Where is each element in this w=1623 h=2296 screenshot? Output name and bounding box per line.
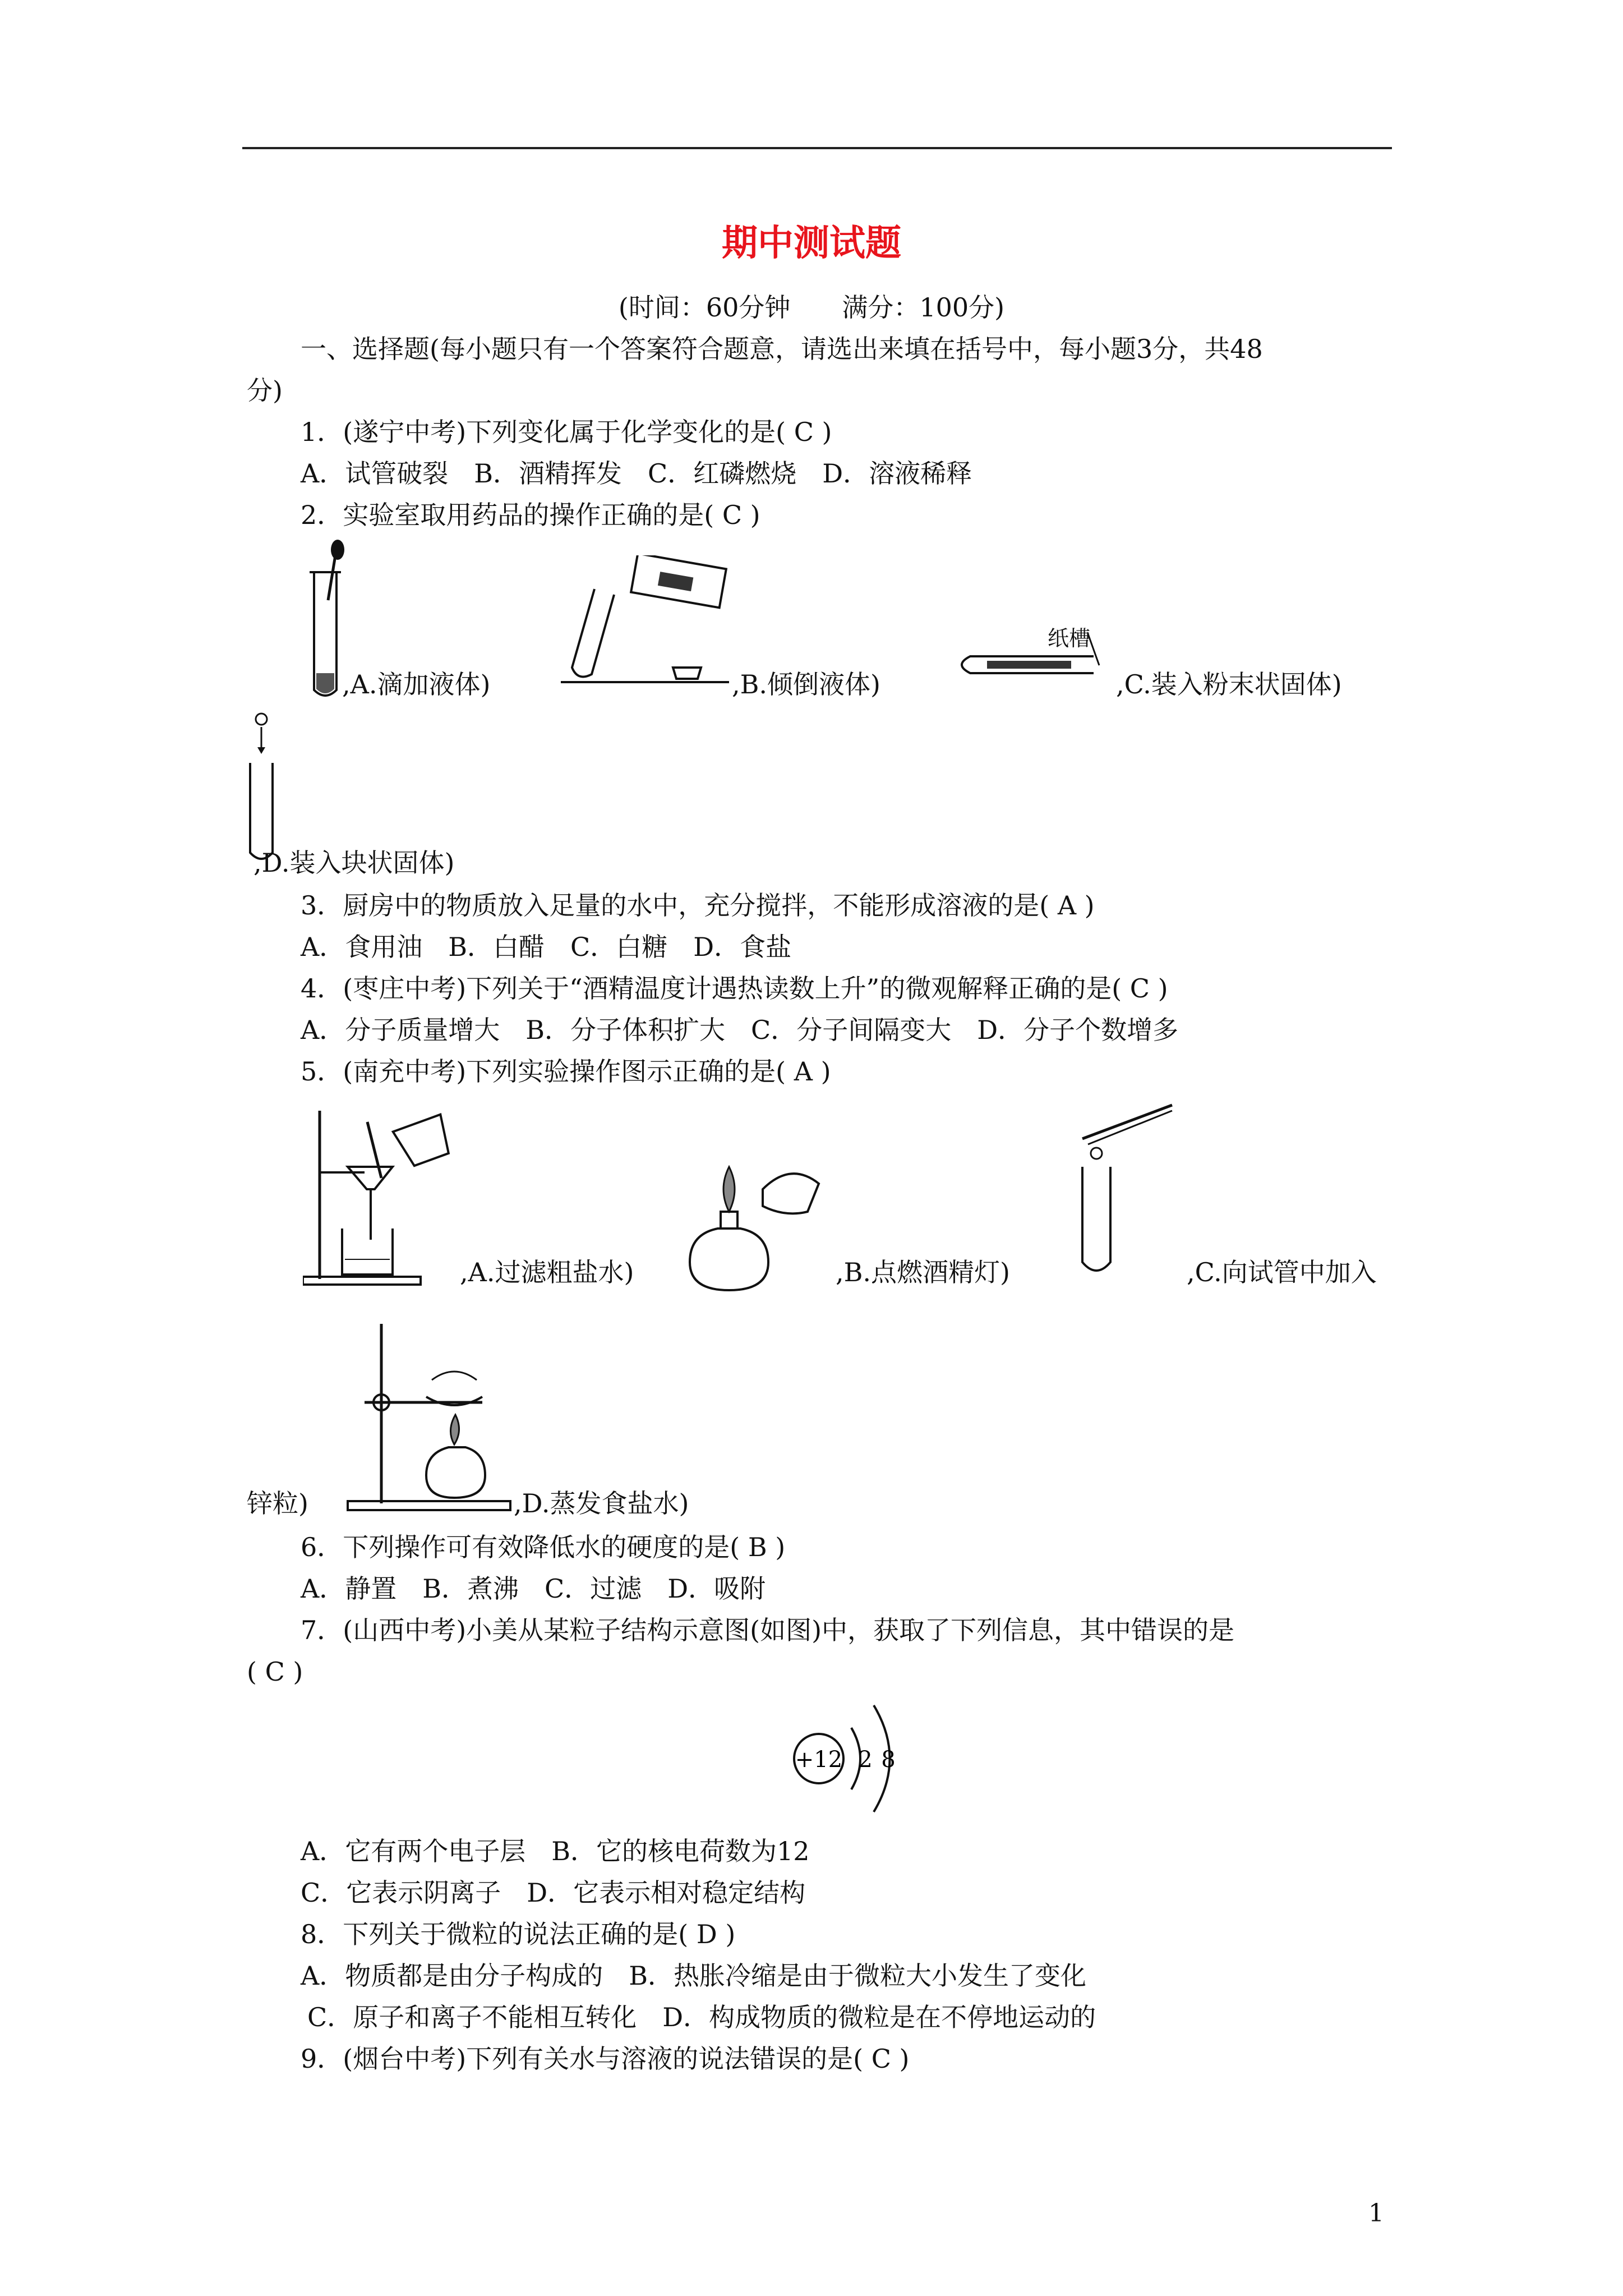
q6-stem: 6．下列操作可有效降低水的硬度的是( B ) [301, 1532, 786, 1562]
section-heading-cont: 分) [247, 375, 283, 406]
q5-caption-a: ,A.过滤粗盐水) [460, 1257, 634, 1287]
q5-caption-b: ,B.点燃酒精灯) [836, 1257, 1010, 1287]
q5-caption-c: ,C.向试管中加入 [1187, 1257, 1377, 1287]
q7-shell2-electrons: 8 [881, 1747, 896, 1773]
q5-figure-c-zinc-granule [1071, 1099, 1183, 1285]
page-number: 1 [1368, 2199, 1384, 2228]
q5-figure-d-evaporation [342, 1318, 522, 1520]
q1-stem: 1．(遂宁中考)下列变化属于化学变化的是( C ) [301, 417, 832, 447]
q3-stem: 3．厨房中的物质放入足量的水中，充分搅拌，不能形成溶液的是( A ) [301, 890, 1095, 921]
q7-stem-cont: ( C ) [247, 1657, 303, 1687]
q6-options: A．静置 B．煮沸 C．过滤 D．吸附 [301, 1573, 766, 1604]
q5-figure-a-filtration [303, 1099, 471, 1296]
q8-stem: 8．下列关于微粒的说法正确的是( D ) [301, 1919, 736, 1949]
q8-options-cont: C．原子和离子不能相互转化 D．构成物质的微粒是在不停地运动的 [307, 2002, 1096, 2032]
q7-options-cont: C．它表示阴离子 D．它表示相对稳定结构 [301, 1878, 806, 1908]
q8-options: A．物质都是由分子构成的 B．热胀冷缩是由于微粒大小发生了变化 [301, 1961, 1087, 1991]
q7-atom-structure-diagram [785, 1694, 931, 1823]
q2-caption-c: ,C.装入粉末状固体) [1116, 669, 1342, 700]
q3-options: A．食用油 B．白醋 C．白糖 D．食盐 [301, 932, 792, 962]
q7-stem: 7．(山西中考)小美从某粒子结构示意图(如图)中，获取了下列信息，其中错误的是 [301, 1615, 1235, 1645]
q9-stem: 9．(烟台中考)下列有关水与溶液的说法错误的是( C ) [301, 2044, 910, 2074]
header-rule [242, 147, 1392, 149]
q2-caption-a: ,A.滴加液体) [342, 669, 491, 700]
q5-figure-b-alcohol-lamp [679, 1150, 824, 1301]
q2-figure-d-block-solid [245, 712, 278, 864]
section-heading: 一、选择题(每小题只有一个答案符合题意，请选出来填在括号中，每小题3分，共48 [301, 334, 1263, 364]
q7-options: A．它有两个电子层 B．它的核电荷数为12 [301, 1836, 810, 1866]
q5-caption-c-cont: 锌粒) [247, 1488, 308, 1519]
q2-figure-b-pouring [561, 555, 729, 690]
q4-options: A．分子质量增大 B．分子体积扩大 C．分子间隔变大 D．分子个数增多 [301, 1015, 1179, 1045]
q5-caption-d: ,D.蒸发食盐水) [514, 1488, 689, 1519]
q5-stem: 5．(南充中考)下列实验操作图示正确的是( A ) [301, 1056, 831, 1087]
q7-nucleus-charge: +12 [795, 1747, 843, 1773]
exam-meta: (时间：60分钟 满分：100分) [618, 292, 1005, 323]
q7-shell1-electrons: 2 [858, 1747, 873, 1773]
q2-stem: 2．实验室取用药品的操作正确的是( C ) [301, 500, 760, 530]
q1-options: A．试管破裂 B．酒精挥发 C．红磷燃烧 D．溶液稀释 [301, 458, 972, 489]
q2-label-paper-trough: 纸槽 [1048, 626, 1091, 651]
q4-stem: 4．(枣庄中考)下列关于“酒精温度计遇热读数上升”的微观解释正确的是( C ) [301, 973, 1168, 1004]
page-title: 期中测试题 [722, 223, 901, 264]
q2-caption-d: ,D.装入块状固体) [253, 848, 455, 878]
q2-caption-b: ,B.倾倒液体) [732, 669, 880, 700]
